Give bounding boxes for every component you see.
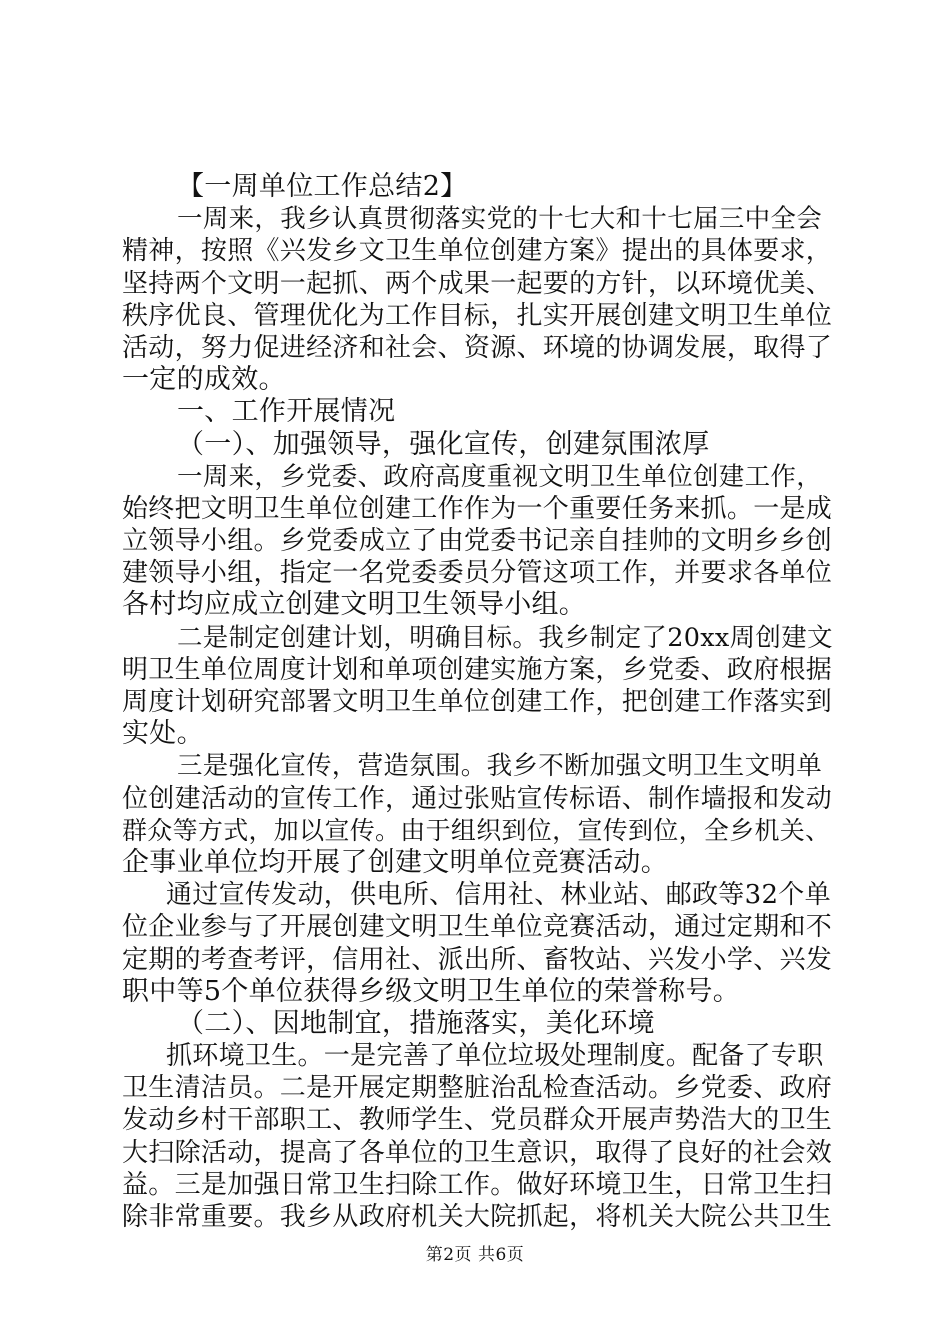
text-line: 各村均应成立创建文明卫生领导小组。 [122,589,587,621]
text-line: 二是制定创建计划，明确目标。我乡制定了20xx周创建文 [177,622,833,653]
text-line: 坚持两个文明一起抓、两个成果一起要的方针，以环境优美、 [122,268,833,299]
text-line: 位创建活动的宣传工作，通过张贴宣传标语、制作墙报和发动 [122,783,833,814]
text-line: （一）、加强领导，强化宣传，创建氛围浓厚 [177,428,710,460]
text-line: 发动乡村干部职工、教师学生、党员群众开展声势浩大的卫生 [122,1105,833,1136]
text-line: 通过宣传发动，供电所、信用社、林业站、邮政等32个单 [166,880,831,911]
text-line: 始终把文明卫生单位创建工作作为一个重要任务来抓。一是成 [122,493,833,524]
text-line: （二）、因地制宜，措施落实，美化环境 [177,1007,655,1039]
text-line: 一定的成效。 [122,364,286,396]
text-line: 卫生清洁员。二是开展定期整脏治乱检查活动。乡党委、政府 [122,1073,833,1104]
text-line: 益。三是加强日常卫生扫除工作。做好环境卫生，日常卫生扫 [122,1169,833,1200]
text-line: 【一周单位工作总结2】 [177,171,468,202]
text-line: 企事业单位均开展了创建文明单位竞赛活动。 [122,846,668,878]
text-line: 实处。 [122,718,204,750]
text-line: 活动，努力促进经济和社会、资源、环境的协调发展，取得了 [122,332,833,363]
text-line: 精神，按照《兴发乡文卫生单位创建方案》提出的具体要求， [122,236,833,267]
text-line: 明卫生单位周度计划和单项创建实施方案，乡党委、政府根据 [122,654,833,685]
text-line: 抓环境卫生。一是完善了单位垃圾处理制度。配备了专职 [166,1041,824,1072]
text-line: 一周来，我乡认真贯彻落实党的十七大和十七届三中全会 [177,204,823,235]
text-line: 职中等5个单位获得乡级文明卫生单位的荣誉称号。 [122,975,741,1007]
text-line: 一、工作开展情况 [177,396,396,428]
text-line: 一周来，乡党委、政府高度重视文明卫生单位创建工作， [177,461,823,492]
text-line: 定期的考查考评，信用社、派出所、畜牧站、兴发小学、兴发 [122,944,833,975]
text-line: 除非常重要。我乡从政府机关大院抓起，将机关大院公共卫生 [122,1202,833,1232]
text-line: 周度计划研究部署文明卫生单位创建工作，把创建工作落实到 [122,687,833,717]
text-line: 位企业参与了开展创建文明卫生单位竞赛活动，通过定期和不 [122,912,833,943]
page-number-footer: 第2页 共6页 [425,1245,525,1265]
text-line: 三是强化宣传，营造氛围。我乡不断加强文明卫生文明单 [177,751,823,782]
document-body [122,171,834,1233]
text-line: 秩序优良、管理优化为工作目标，扎实开展创建文明卫生单位 [122,300,833,331]
text-line: 立领导小组。乡党委成立了由党委书记亲自挂帅的文明乡乡创 [122,526,833,557]
text-line: 大扫除活动，提高了各单位的卫生意识，取得了良好的社会效 [122,1137,833,1168]
text-line: 建领导小组，指定一名党委委员分管这项工作，并要求各单位 [122,558,833,589]
text-line: 群众等方式，加以宣传。由于组织到位，宣传到位，全乡机关、 [122,815,831,845]
